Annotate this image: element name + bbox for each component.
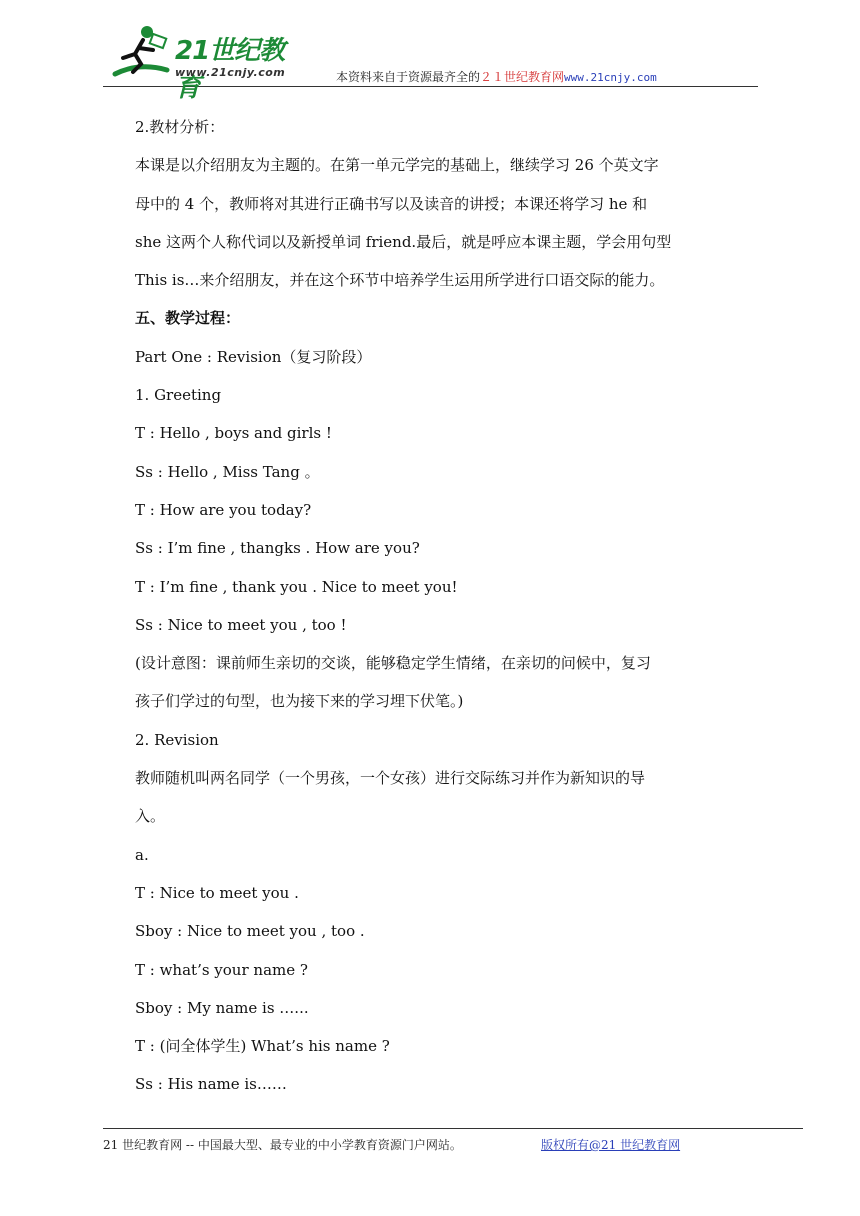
text-line: 本课是以介绍朋友为主题的。在第一单元学完的基础上，继续学习 26 个英文字 (135, 156, 659, 175)
logo-url: www.21cnjy.com (175, 66, 286, 79)
text-line: 母中的 4 个，教师将对其进行正确书写以及读音的讲授；本课还将学习 he 和 (135, 194, 648, 213)
text-line: a. (135, 845, 149, 864)
source-url-link[interactable]: www.21cnjy.com (564, 71, 657, 84)
text-line: 教师随机叫两名同学（一个男孩，一个女孩）进行交际练习并作为新知识的导 (135, 769, 646, 788)
page-footer (103, 1128, 803, 1153)
text-line: (设计意图：课前师生亲切的交谈，能够稳定学生情绪，在亲切的问候中，复习 (135, 654, 651, 673)
text-line: T : I’m fine , thank you . Nice to meet you! (135, 577, 458, 596)
logo-title: 21世纪教育 (175, 36, 285, 103)
text-line: 1. Greeting (135, 386, 222, 405)
page-header (103, 16, 758, 103)
source-brand: ２１世纪教育网 (480, 70, 565, 84)
text-line: T : Nice to meet you . (135, 883, 299, 902)
text-line: Part One : Revision（复习阶段） (135, 347, 372, 366)
text-line: 2.教材分析： (135, 118, 225, 136)
text-line: T : Hello , boys and girls ! (135, 424, 332, 443)
text-line: 五、教学过程： (135, 309, 241, 328)
text-line: T : what’s your name ? (135, 960, 308, 979)
footer-text: 21 世纪教育网 -- 中国最大型、最专业的中小学教育资源门户网站。 (103, 1138, 462, 1152)
text-line: Sboy : Nice to meet you , too . (135, 922, 365, 941)
text-line: T : (问全体学生) What’s his name ? (135, 1037, 390, 1056)
text-line: 2. Revision (135, 730, 219, 749)
text-line: 入。 (135, 807, 166, 826)
text-line: 孩子们学过的句型，也为接下来的学习埋下伏笔。) (135, 692, 464, 711)
text-line: This is…来介绍朋友，并在这个环节中培养学生运用所学进行口语交际的能力。 (135, 271, 665, 290)
text-line: Sboy : My name is …... (135, 998, 309, 1017)
text-line: Ss : I’m fine , thangks . How are you? (135, 539, 420, 558)
text-line: T : How are you today? (135, 500, 312, 519)
source-line (336, 68, 657, 85)
copyright-link[interactable]: 版权所有@21 世纪教育网 (541, 1138, 681, 1152)
text-line: she 这两个人称代词以及新授单词 friend.最后，就是呼应本课主题，学会用句型 (135, 232, 672, 251)
text-line: Ss : Nice to meet you , too ! (135, 615, 347, 634)
document-body (135, 108, 735, 1104)
text-line: Ss : Hello , Miss Tang 。 (135, 462, 320, 481)
running-figure-icon (109, 22, 173, 82)
source-prefix: 本资料来自于资源最齐全的 (336, 70, 481, 84)
text-line: Ss : His name is…… (135, 1075, 287, 1094)
site-logo (109, 22, 309, 103)
